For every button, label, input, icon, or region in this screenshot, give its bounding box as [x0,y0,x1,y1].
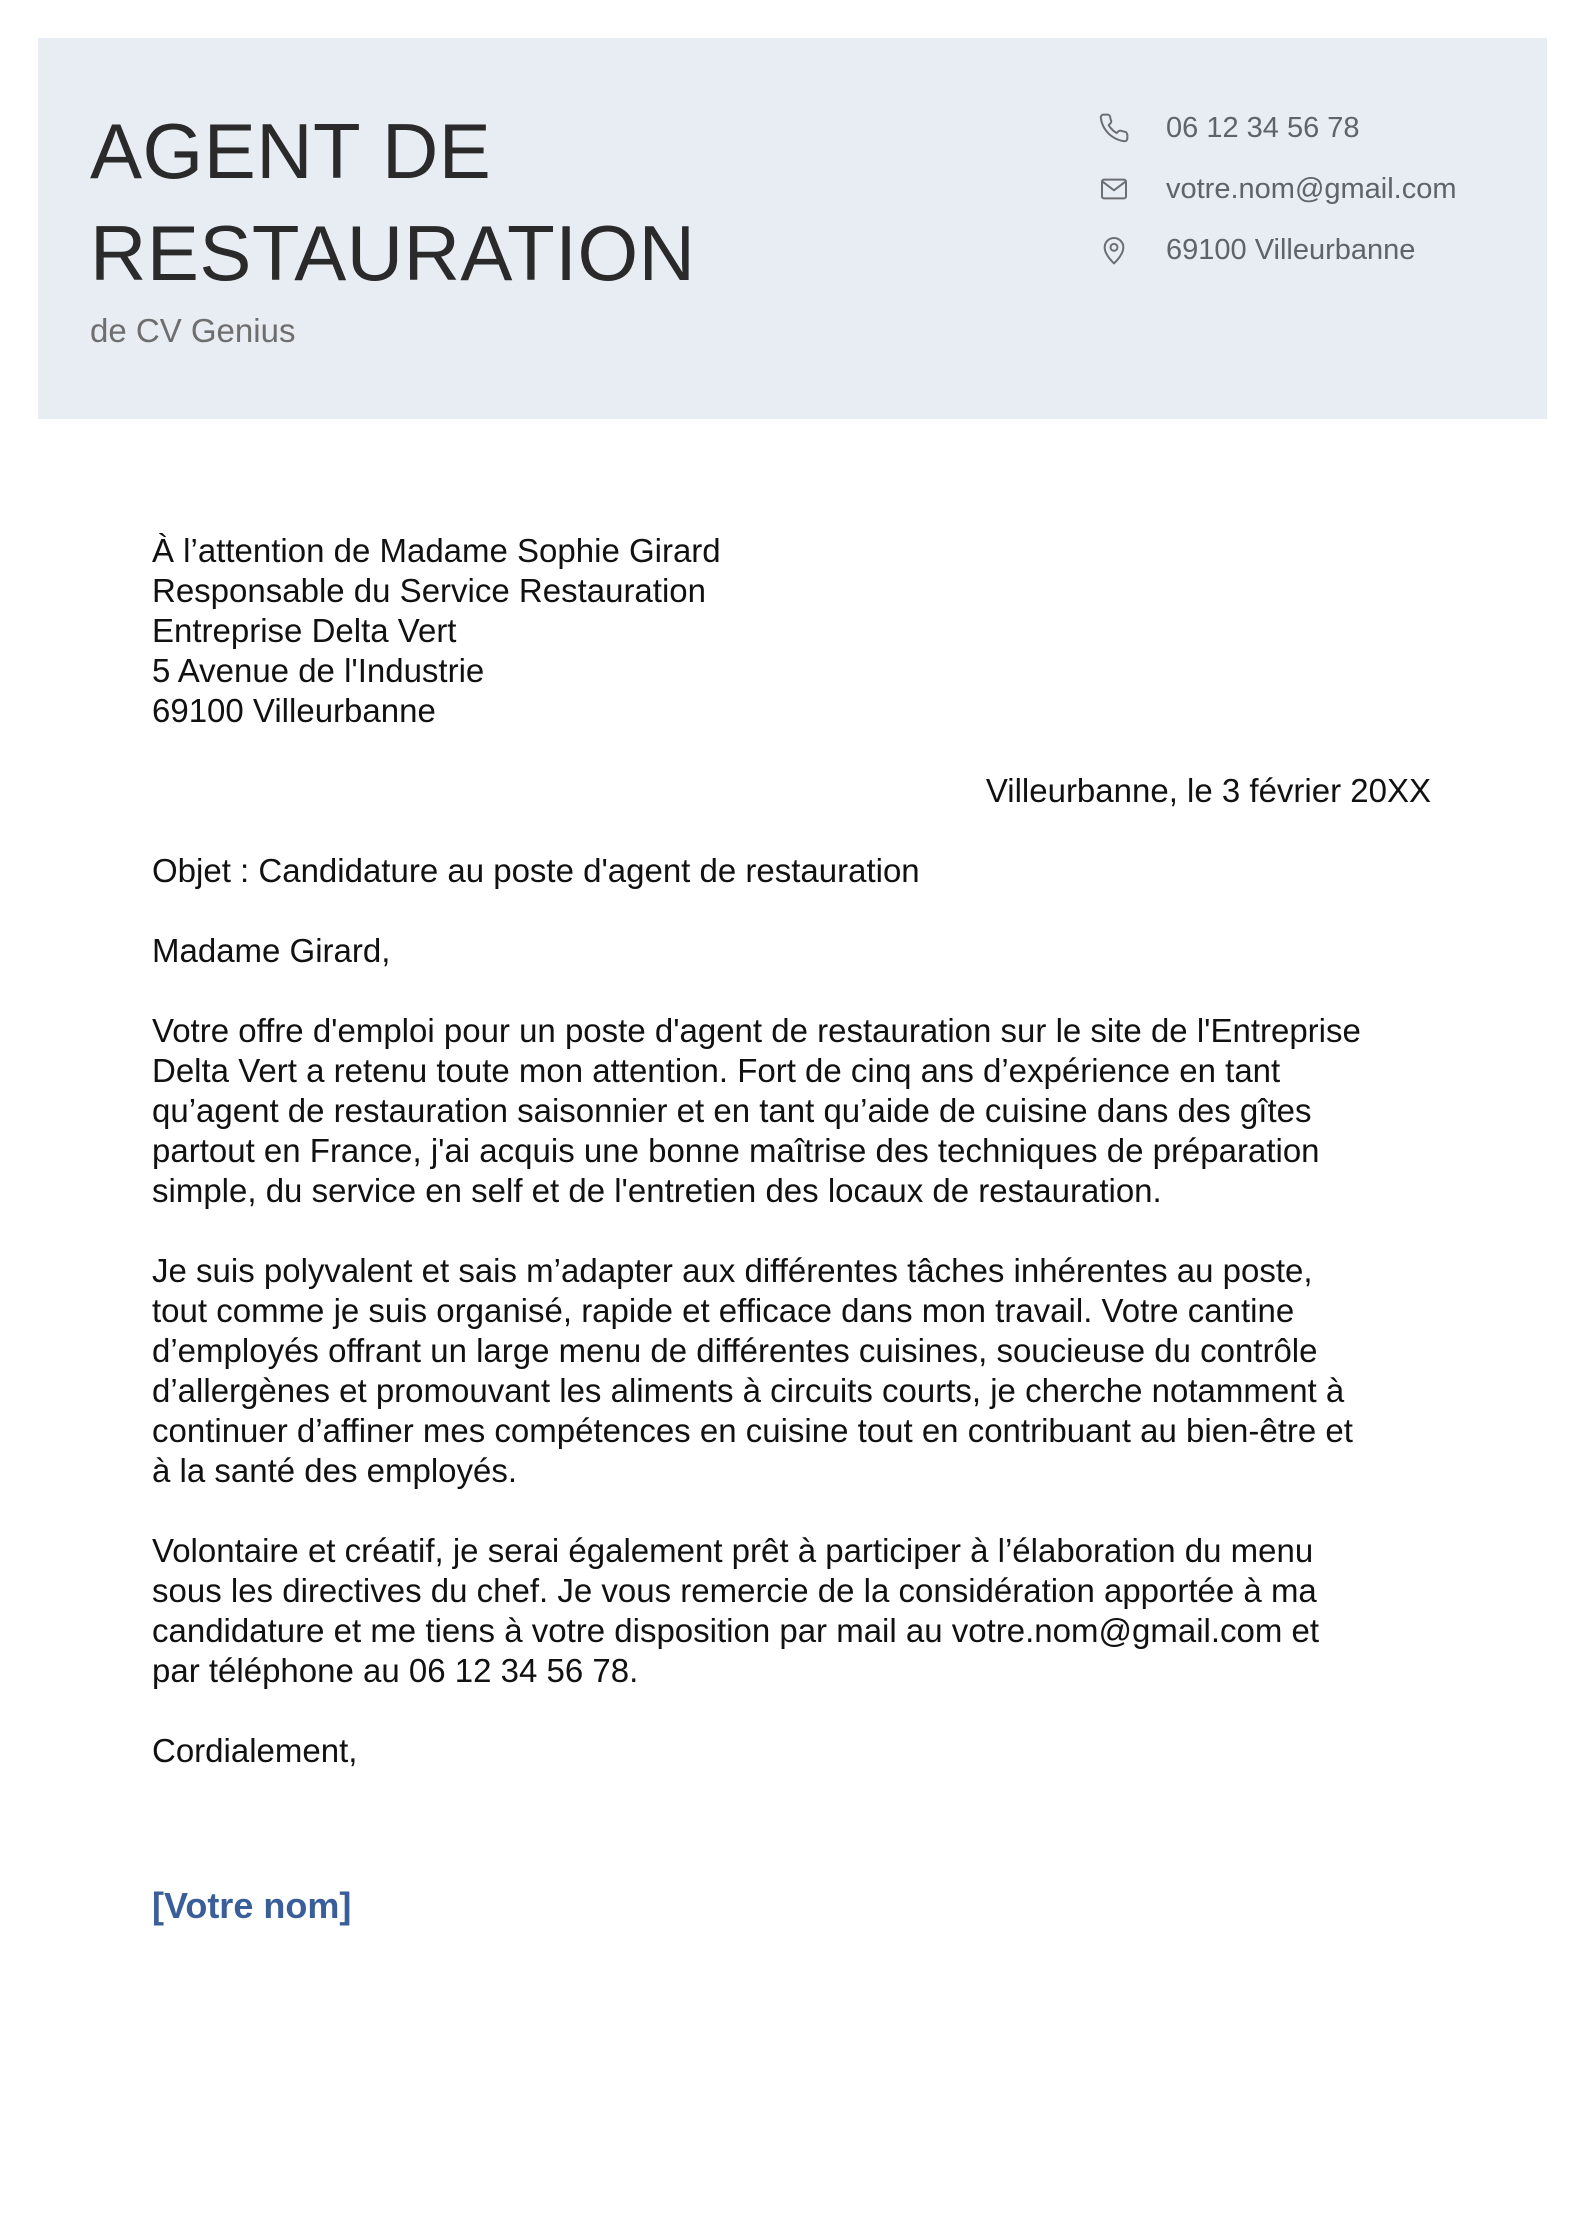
recipient-line: 5 Avenue de l'Industrie [152,652,485,689]
closing-text: Cordialement, [152,1732,358,1769]
body-paragraph-2 [152,1251,1432,1491]
recipient-line: Entreprise Delta Vert [152,612,457,649]
page-title [90,100,695,304]
paragraph-line: sous les directives du chef. Je vous remercie de la considération apportée à ma [152,1572,1317,1609]
contact-location [1096,230,1416,270]
closing [152,1731,1432,1771]
recipient-line: Responsable du Service Restauration [152,572,706,609]
body-paragraph-3 [152,1531,1432,1691]
mail-icon [1096,171,1132,207]
page-subtitle: de CV Genius [90,312,296,349]
paragraph-line: par téléphone au 06 12 34 56 78. [152,1652,639,1689]
body-paragraph-1 [152,1011,1432,1211]
contact-phone [1096,108,1360,148]
paragraph-line: qu’agent de restauration saisonnier et en tant qu’aide de cuisine dans des gîtes [152,1092,1312,1129]
paragraph-line: d’allergènes et promouvant les aliments à circuits courts, je cherche notamment à [152,1372,1345,1409]
salutation [152,931,1432,971]
paragraph-line: Delta Vert a retenu toute mon attention. Fort de cinq ans d’expérience en tant [152,1052,1281,1089]
contact-email [1096,169,1457,209]
paragraph-line: à la santé des employés. [152,1452,518,1489]
recipient-line: À l’attention de Madame Sophie Girard [152,532,721,569]
paragraph-line: tout comme je suis organisé, rapide et efficace dans mon travail. Votre cantine [152,1292,1295,1329]
recipient-line: 69100 Villeurbanne [152,692,436,729]
paragraph-line: simple, du service en self et de l'entretien des locaux de restauration. [152,1172,1162,1209]
letter-date: Villeurbanne, le 3 février 20XX [985,772,1431,809]
recipient-block [152,531,1432,731]
paragraph-line: partout en France, j'ai acquis une bonne maîtrise des techniques de préparation [152,1132,1320,1169]
title-line-1: AGENT DE [90,107,492,195]
paragraph-line: Volontaire et créatif, je serai également prêt à participer à l’élaboration du menu [152,1532,1314,1569]
paragraph-line: candidature et me tiens à votre disposition par mail au votre.nom@gmail.com et [152,1612,1320,1649]
phone-icon [1096,110,1132,146]
contact-phone-text: 06 12 34 56 78 [1166,112,1360,144]
location-pin-icon [1096,232,1132,268]
contact-location-text: 69100 Villeurbanne [1166,234,1416,266]
paragraph-line: Je suis polyvalent et sais m’adapter aux différentes tâches inhérentes au poste, [152,1252,1313,1289]
paragraph-line: Votre offre d'emploi pour un poste d'agent de restauration sur le site de l'Entreprise [152,1012,1361,1049]
subject-line [152,851,1432,891]
paragraph-line: d’employés offrant un large menu de différentes cuisines, soucieuse du contrôle [152,1332,1318,1369]
subject-text: Objet : Candidature au poste d'agent de restauration [152,852,920,889]
signature-name: [Votre nom] [152,1885,352,1926]
contact-email-text: votre.nom@gmail.com [1166,173,1457,205]
title-line-2: RESTAURATION [90,209,696,297]
paragraph-line: continuer d’affiner mes compétences en cuisine tout en contribuant au bien-être et [152,1412,1353,1449]
salutation-text: Madame Girard, [152,932,391,969]
